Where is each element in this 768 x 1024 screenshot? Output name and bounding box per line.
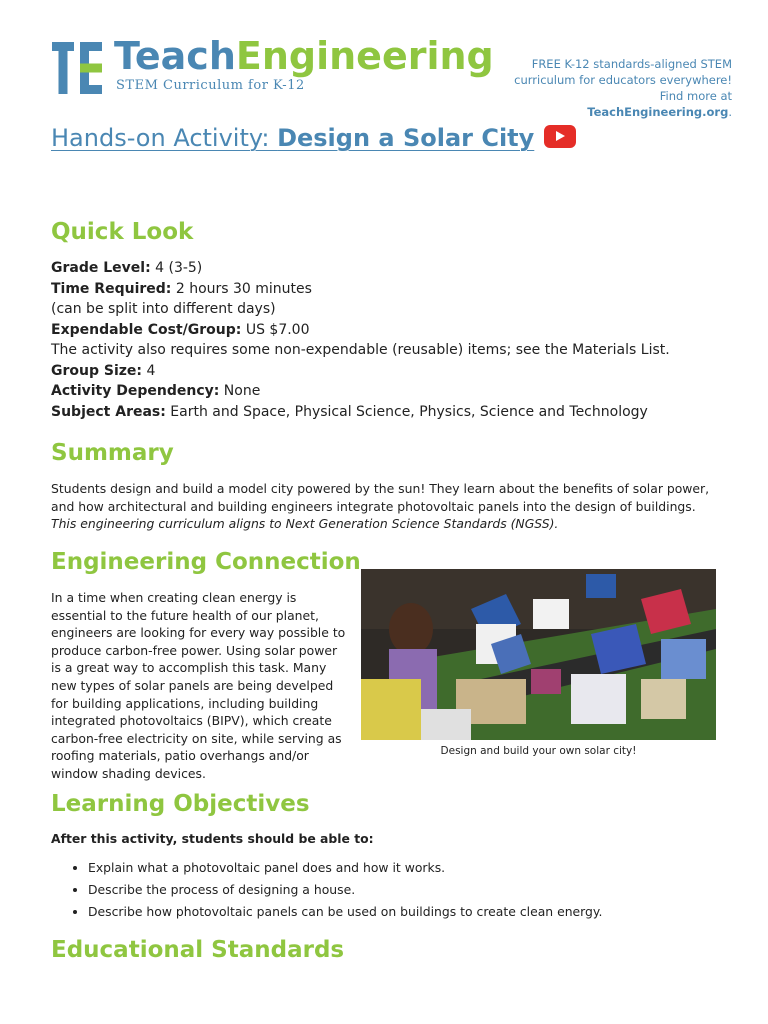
grade-level-label: Grade Level: [51,260,151,276]
promo-suffix: . [728,105,732,119]
activity-title[interactable] [51,124,576,152]
grade-level-row [51,258,670,279]
cost-value: US $7.00 [241,321,310,338]
objectives-list [51,857,602,923]
educational-standards-heading: Educational Standards [51,937,345,963]
solar-city-photo-illustration [361,569,716,740]
engineering-connection-heading: Engineering Connection [51,549,361,575]
list-item: • Describe how photovoltaic panels can be used on buildings to create clean energy. [88,901,602,923]
learning-objectives-heading: Learning Objectives [51,791,310,817]
solar-city-photo [361,569,716,740]
cost-label: Expendable Cost/Group: [51,321,242,338]
summary-heading: Summary [51,440,174,466]
engineering-connection-text: In a time when creating clean energy is essential to the future health of our planet, engineers are looking for every way possible to produce carbon-free power. Using solar power is a great way to accomplish this task. Many new types of solar panels are being develped for building applications, including building integrated photovoltaics (BIPV), which create carbon-free electricity on site, while serving as roofing materials, patio overhangs and/or window shading devices. [51,590,346,781]
promo-line-3 [512,88,732,120]
time-note: (can be split into different days) [51,301,276,317]
subject-areas-label: Subject Areas: [51,403,166,420]
activity-type: Hands-on Activity: [51,124,278,152]
brand-name[interactable] [114,34,494,78]
time-required-label: Time Required: [51,280,172,297]
group-size-value: 4 [142,362,156,379]
list-item: • Explain what a photovoltaic panel does and how it works. [88,857,602,879]
subject-areas-row [51,402,670,423]
promo-link[interactable]: TeachEngineering.org [587,105,729,119]
summary-body [51,480,721,533]
summary-text: Students design and build a model city powered by the sun! They learn about the benefits of solar power, and how architectural and building engineers integrate photovoltaic panels into the design of buildings. [51,481,710,514]
promo-prefix: Find more at [659,89,732,103]
time-required-row [51,279,670,300]
brand-teach: Teach [114,34,236,78]
cost-row [51,320,670,341]
brand-tagline: STEM Curriculum for K-12 [116,78,305,93]
objectives-intro: After this activity, students should be able to: [51,831,374,846]
grade-level-value: 4 (3-5) [150,260,203,276]
promo-line-2: curriculum for educators everywhere! [514,73,732,87]
dependency-row [51,381,670,402]
quick-look-details [51,258,670,422]
dependency-label: Activity Dependency: [51,383,220,399]
site-header [52,34,732,119]
subject-areas-value: Earth and Space, Physical Science, Physics, Science and Technology [165,403,648,420]
activity-name: Design a Solar City [277,124,535,152]
photo-caption: Design and build your own solar city! [440,745,637,757]
ngss-note: This engineering curriculum aligns to Next Generation Science Standards (NGSS). [51,516,559,531]
teachengineering-logo-icon [52,42,102,94]
time-required-value: 2 hours 30 minutes [171,280,312,297]
cost-note: The activity also requires some non-expendable (reusable) items; see the Materials List. [51,342,670,358]
youtube-icon[interactable] [544,125,576,148]
list-item: • Describe the process of designing a house. [88,879,602,901]
brand-engineering: Engineering [235,34,494,78]
quick-look-heading: Quick Look [51,219,194,245]
group-size-row [51,361,670,382]
promo-line-1: FREE K-12 standards-aligned STEM [531,57,732,71]
group-size-label: Group Size: [51,362,142,379]
dependency-value: None [219,383,261,399]
promo-text [512,56,732,120]
